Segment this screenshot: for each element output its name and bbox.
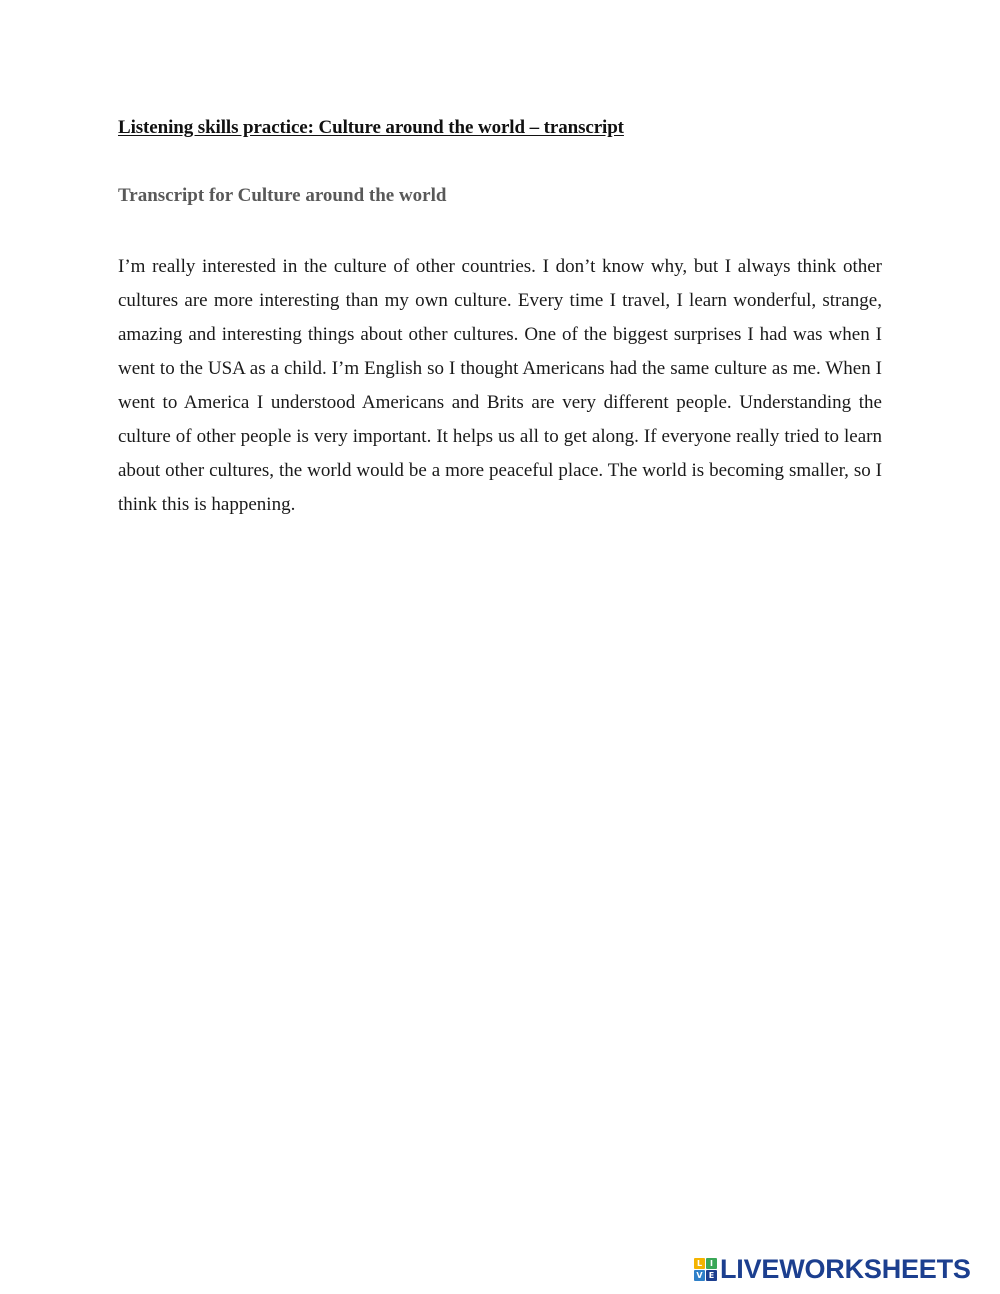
logo-tile-i: I	[706, 1258, 717, 1269]
liveworksheets-wordmark: LIVEWORKSHEETS	[720, 1254, 971, 1284]
logo-tile-e: E	[706, 1270, 717, 1281]
logo-tile-v: V	[694, 1270, 705, 1281]
liveworksheets-logo-icon	[694, 1258, 717, 1281]
transcript-paragraph: I’m really interested in the culture of other countries. I don’t know why, but I always think other cultures are more interesting than my own culture. Every time I travel, I learn wonderful, strange, amazing and interesting things about other cultures. One of the biggest surprises I had was when I went to the USA as a child. I’m English so I thought Americans had the same culture as me. When I went to America I understood Americans and Brits are very different people. Understanding the culture of other people is very important. It helps us all to get along. If everyone really tried to learn about other cultures, the world would be a more peaceful place. The world is becoming smaller, so I think this is happening.	[118, 256, 882, 515]
page-title: Listening skills practice: Culture around the world – transcript	[118, 117, 624, 138]
logo-tile-l: L	[694, 1258, 705, 1269]
section-heading: Transcript for Culture around the world	[118, 185, 447, 206]
liveworksheets-watermark	[694, 1254, 971, 1284]
